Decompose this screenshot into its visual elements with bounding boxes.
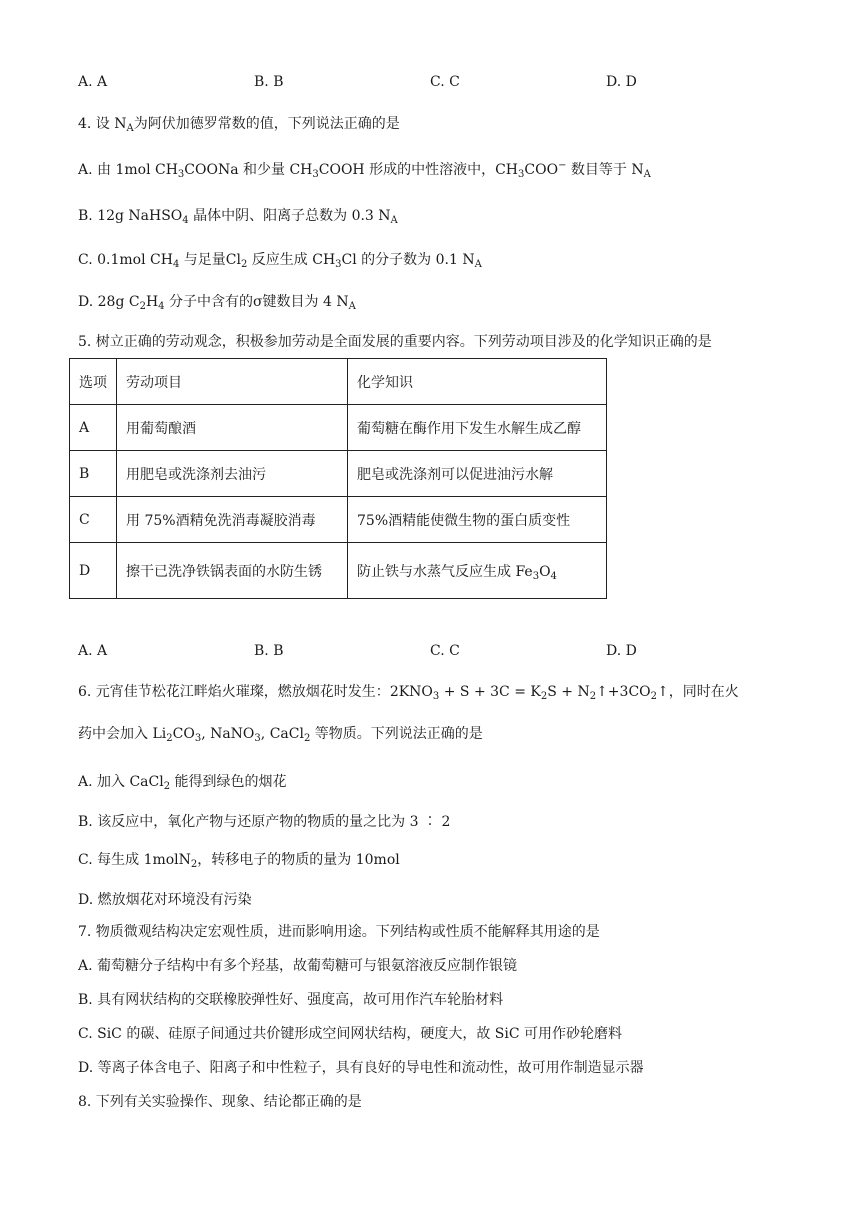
- table-cell: D: [70, 543, 117, 599]
- q4-option-b: B. 12g NaHSO$_4$ 晶体中阴、阳离子总数为 0.3 $N_A$: [78, 208, 398, 226]
- table-row: [70, 497, 607, 543]
- q4-option-c: C. 0.1mol $CH_4$ 与足量$Cl_2$ 反应生成 $CH_3Cl$ 的分子数为 0.1 $N_A$: [78, 252, 482, 270]
- q4-option-a: A. 由 1mol $CH_3COONa$ 和少量 $CH_3COOH$ 形成的中性溶液中，$CH_3COO^-$ 数目等于 $N_A$: [78, 160, 651, 180]
- q6-option-b: B. 该反应中，氧化产物与还原产物的物质的量之比为 3 ∶ 2: [78, 814, 451, 830]
- option-b: B. B: [254, 643, 284, 659]
- header-cell: 劳动项目: [117, 359, 348, 405]
- q7-option-b: B. 具有网状结构的交联橡胶弹性好、强度高，故可用作汽车轮胎材料: [78, 992, 504, 1008]
- table-cell: 用肥皂或洗涤剂去油污: [117, 451, 348, 497]
- table-cell: B: [70, 451, 117, 497]
- header-cell: 选项: [70, 359, 117, 405]
- table-row: [70, 405, 607, 451]
- option-d: D. D: [606, 643, 637, 659]
- q7-option-a: A. 葡萄糖分子结构中有多个羟基，故葡萄糖可与银氨溶液反应制作银镜: [78, 958, 518, 974]
- q6-stem-line2: 药中会加入 $Li_2CO_3$, NaNO$_3$, CaCl$_2$ 等物质。下列说法正确的是: [78, 726, 483, 744]
- table-cell: 75%酒精能使微生物的蛋白质变性: [348, 497, 607, 543]
- option-b: B. B: [254, 74, 284, 90]
- reaction-equation: $2KNO_3 + S + 3C = K_2S$ + $N_2↑+3CO_2↑$: [389, 684, 669, 702]
- option-c: C. C: [430, 643, 460, 659]
- q5-options: [78, 643, 718, 663]
- option-d: D. D: [606, 74, 637, 90]
- table-row: [70, 543, 607, 599]
- table-header-row: [70, 359, 607, 405]
- q3-options: [78, 74, 718, 94]
- table-row: [70, 451, 607, 497]
- table-cell: 防止铁与水蒸气反应生成 $Fe_3O_4$: [348, 543, 607, 599]
- option-a: A. A: [78, 643, 108, 659]
- option-c: C. C: [430, 74, 460, 90]
- q7-option-c: C. SiC 的碳、硅原子间通过共价键形成空间网状结构，硬度大，故 SiC 可用作砂轮磨料: [78, 1026, 623, 1042]
- q4-stem: 4. 设 $N_A$为阿伏加德罗常数的值，下列说法正确的是: [78, 116, 400, 134]
- q7-option-d: D. 等离子体含电子、阳离子和中性粒子，具有良好的导电性和流动性，故可用作制造显示器: [78, 1060, 644, 1076]
- table-cell: A: [70, 405, 117, 451]
- table-cell: 用葡萄酿酒: [117, 405, 348, 451]
- header-cell: 化学知识: [348, 359, 607, 405]
- q6-option-d: D. 燃放烟花对环境没有污染: [78, 892, 252, 908]
- q4-option-d: D. 28g $C_2H_4$ 分子中含有的σ键数目为 4 $N_A$: [78, 294, 356, 312]
- q6-option-c: C. 每生成 1molN$_2$，转移电子的物质的量为 10mol: [78, 852, 400, 870]
- option-a: A. A: [78, 74, 108, 90]
- q8-stem: 8. 下列有关实验操作、现象、结论都正确的是: [78, 1094, 362, 1110]
- q6-option-a: A. 加入 CaCl$_2$ 能得到绿色的烟花: [78, 774, 287, 792]
- table-cell: 用 75%酒精免洗消毒凝胶消毒: [117, 497, 348, 543]
- q5-table: [69, 358, 607, 599]
- q5-stem: 5. 树立正确的劳动观念，积极参加劳动是全面发展的重要内容。下列劳动项目涉及的化学知识正确的是: [78, 334, 712, 350]
- table-cell: C: [70, 497, 117, 543]
- q6-stem-line1: 6. 元宵佳节松花江畔焰火璀璨，燃放烟花时发生：$2KNO_3 + S + 3C = K_2S$ + $N_2↑+3CO_2↑$，同时在火: [78, 684, 739, 702]
- q7-stem: 7. 物质微观结构决定宏观性质，进而影响用途。下列结构或性质不能解释其用途的是: [78, 924, 600, 940]
- table-cell: 擦干已洗净铁锅表面的水防生锈: [117, 543, 348, 599]
- table-cell: 肥皂或洗涤剂可以促进油污水解: [348, 451, 607, 497]
- table-cell: 葡萄糖在酶作用下发生水解生成乙醇: [348, 405, 607, 451]
